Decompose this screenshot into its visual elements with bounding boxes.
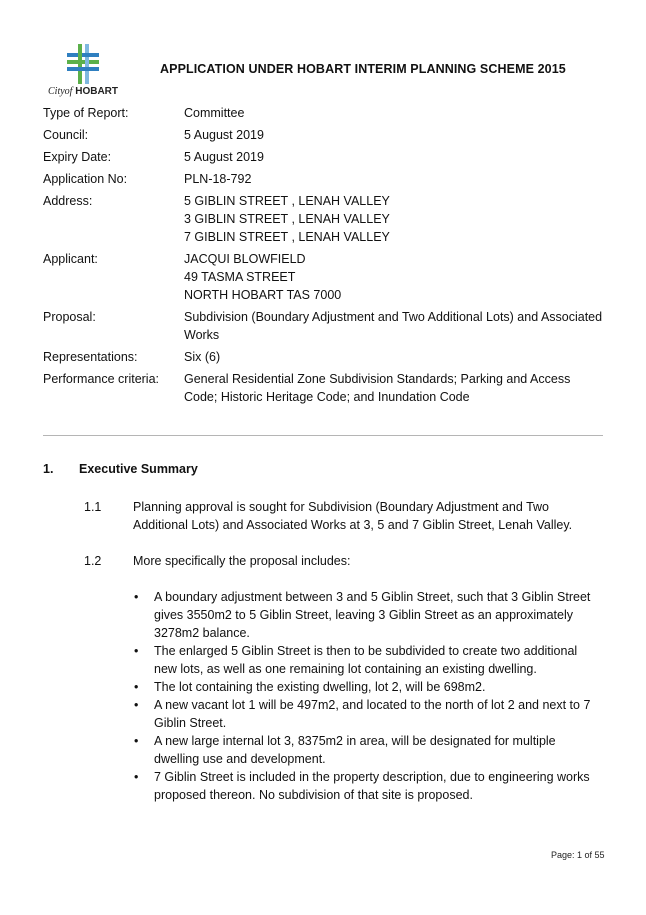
detail-row-performance-criteria xyxy=(43,370,603,406)
detail-label: Representations: xyxy=(43,350,138,364)
paragraph-text: Planning approval is sought for Subdivision (Boundary Adjustment and Two Additional Lots) and Associated Works at 3, 5 and 7 Giblin Street, Lenah Valley. xyxy=(133,500,573,532)
divider xyxy=(43,435,603,436)
detail-value: 3 GIBLIN STREET , LENAH VALLEY xyxy=(184,212,390,226)
hobart-grid-icon xyxy=(64,44,102,84)
application-details xyxy=(43,104,603,410)
detail-label: Council: xyxy=(43,128,89,142)
list-item: • A new vacant lot 1 will be 497m2, and located to the north of lot 2 and next to 7 Giblin Street. xyxy=(133,696,603,732)
section-heading xyxy=(43,462,198,476)
detail-value: 49 TASMA STREET xyxy=(184,270,296,284)
detail-value: General Residential Zone Subdivision Standards; Parking and Access Code; Historic Heritage Code; and Inundation Code xyxy=(184,372,571,404)
city-of-hobart-logo xyxy=(44,44,124,102)
detail-value: Subdivision (Boundary Adjustment and Two Additional Lots) and Associated Works xyxy=(184,310,603,342)
detail-row-expiry xyxy=(43,148,603,166)
section-title: Executive Summary xyxy=(79,462,198,476)
detail-label: Address: xyxy=(43,194,93,208)
detail-row-application-no xyxy=(43,170,603,188)
paragraph-1-1 xyxy=(84,498,604,534)
detail-label: Type of Report: xyxy=(43,106,129,120)
detail-value: 7 GIBLIN STREET , LENAH VALLEY xyxy=(184,230,390,244)
detail-row-applicant xyxy=(43,250,603,304)
paragraph-number: 1.2 xyxy=(84,554,102,568)
detail-row-type xyxy=(43,104,603,122)
detail-value: Committee xyxy=(184,106,245,120)
list-item: • A boundary adjustment between 3 and 5 Giblin Street, such that 3 Giblin Street gives 3550m2 to 5 Giblin Street, leaving 3 Giblin Street as an approximately 3278m2 balance. xyxy=(133,588,603,642)
detail-value: Six (6) xyxy=(184,350,221,364)
paragraph-1-2 xyxy=(84,552,604,570)
list-item: • The lot containing the existing dwelling, lot 2, will be 698m2. xyxy=(133,678,603,696)
detail-row-address xyxy=(43,192,603,246)
detail-label: Proposal: xyxy=(43,310,96,324)
paragraph-text: More specifically the proposal includes: xyxy=(133,554,351,568)
detail-label: Application No: xyxy=(43,172,128,186)
detail-row-proposal xyxy=(43,308,603,344)
detail-value: 5 August 2019 xyxy=(184,128,264,142)
detail-row-representations xyxy=(43,348,603,366)
list-item: • A new large internal lot 3, 8375m2 in area, will be designated for multiple dwelling use and development. xyxy=(133,732,603,768)
logo-wordmark: Cityof HOBART xyxy=(48,86,119,97)
list-item: • 7 Giblin Street is included in the property description, due to engineering works proposed thereon. No subdivision of that site is proposed. xyxy=(133,768,603,804)
detail-label: Applicant: xyxy=(43,252,98,266)
page-number: Page: 1 of 55 xyxy=(551,850,605,860)
document-title: APPLICATION UNDER HOBART INTERIM PLANNING SCHEME 2015 xyxy=(160,62,566,76)
paragraph-number: 1.1 xyxy=(84,500,102,514)
list-item: • The enlarged 5 Giblin Street is then to be subdivided to create two additional new lots, as well as one remaining lot containing an existing dwelling. xyxy=(133,642,603,678)
section-number: 1. xyxy=(43,462,54,476)
detail-value: PLN-18-792 xyxy=(184,172,252,186)
detail-value: 5 GIBLIN STREET , LENAH VALLEY xyxy=(184,194,390,208)
detail-value: JACQUI BLOWFIELD xyxy=(184,252,306,266)
detail-label: Expiry Date: xyxy=(43,150,112,164)
proposal-bullet-list xyxy=(133,588,603,804)
detail-value: NORTH HOBART TAS 7000 xyxy=(184,288,342,302)
detail-label: Performance criteria: xyxy=(43,372,160,386)
detail-value: 5 August 2019 xyxy=(184,150,264,164)
detail-row-council xyxy=(43,126,603,144)
